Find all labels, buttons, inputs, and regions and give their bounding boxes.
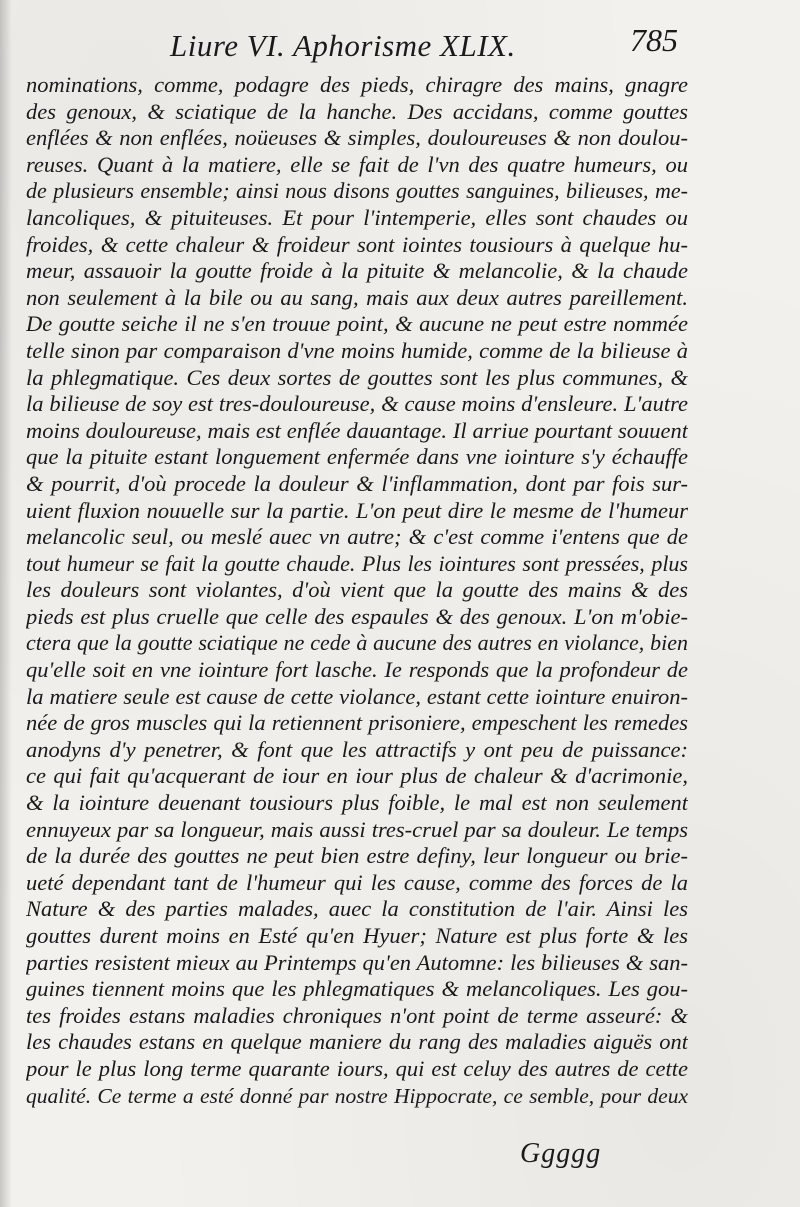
text-line: la phlegmatique. Ces deux sortes de gouttes sont les plus communes, & bbox=[26, 364, 688, 390]
text-line: des genoux, & sciatique de la hanche. Des accidans, comme gouttes bbox=[26, 98, 688, 124]
text-line: pour le plus long terme quarante iours, qui est celuy des autres de cette bbox=[26, 1055, 688, 1081]
text-line: les douleurs sont violantes, d'où vient que la goutte des mains & des bbox=[26, 577, 688, 603]
text-line: les chaudes estans en quelque maniere du rang des maladies aiguës ont bbox=[26, 1029, 688, 1055]
text-line: uient fluxion nouuelle sur la partie. L'on peut dire le mesme de l'humeur bbox=[26, 497, 688, 523]
text-line: meur, assauoir la goutte froide à la pituite & melancolie, & la chaude bbox=[26, 258, 688, 284]
text-line: De goutte seiche il ne s'en trouue point, & aucune ne peut estre nommée bbox=[26, 311, 688, 337]
text-line: guines tiennent moins que les phlegmatiques & melancoliques. Les gou- bbox=[26, 976, 688, 1002]
text-line: la matiere seule est cause de cette violance, estant cette iointure enuiron- bbox=[26, 683, 688, 709]
text-line: froides, & cette chaleur & froideur sont iointes tousiours à quelque hu- bbox=[26, 231, 688, 257]
text-line: Nature & des parties malades, auec la constitution de l'air. Ainsi les bbox=[26, 896, 688, 922]
text-line: de la durée des gouttes ne peut bien estre definy, leur longueur ou brie- bbox=[26, 843, 688, 869]
text-line: ce qui fait qu'acquerant de iour en iour plus de chaleur & d'acrimonie, bbox=[26, 763, 688, 789]
text-line: qualité. Ce terme a esté donné par nostre Hippocrate, ce semble, pour deux bbox=[26, 1083, 688, 1108]
text-line: anodyns d'y penetrer, & font que les attractifs y ont peu de puissance: bbox=[26, 736, 688, 762]
text-line: ueté dependant tant de l'humeur qui les cause, comme des forces de la bbox=[26, 869, 688, 895]
text-line: de plusieurs ensemble; ainsi nous disons gouttes sanguines, bilieuses, me- bbox=[26, 178, 688, 204]
page-header bbox=[170, 20, 690, 70]
text-line: telle sinon par comparaison d'vne moins humide, comme de la bilieuse à bbox=[26, 337, 688, 363]
text-line: tes froides estans maladies chroniques n'ont point de terme asseuré: & bbox=[26, 1002, 688, 1028]
body-text bbox=[26, 72, 688, 1109]
text-line: gouttes durent moins en Esté qu'en Hyuer; Nature est plus forte & les bbox=[26, 923, 688, 948]
text-line: que la pituite estant longuement enfermée dans vne iointure s'y échauffe bbox=[26, 444, 688, 470]
signature-mark: Ggggg bbox=[520, 1138, 602, 1169]
text-line: & la iointure deuenant tousiours plus foible, le mal est non seulement bbox=[26, 790, 688, 816]
text-line: la bilieuse de soy est tres-douloureuse, & cause moins d'ensleure. L'autre bbox=[26, 391, 688, 417]
text-line: moins douloureuse, mais est enflée dauantage. Il arriue pourtant souuent bbox=[26, 417, 688, 443]
binding-shadow bbox=[0, 0, 12, 1207]
text-line: qu'elle soit en vne iointure fort lasche. Ie responds que la profondeur de bbox=[26, 657, 688, 683]
text-line: ennuyeux par sa longueur, mais aussi tres-cruel par sa douleur. Le temps bbox=[26, 816, 688, 842]
running-title: Liure VI. Aphorisme XLIX. bbox=[170, 28, 516, 63]
text-line: & pourrit, d'où procede la douleur & l'inflammation, dont par fois sur- bbox=[26, 470, 688, 496]
text-line: ctera que la goutte sciatique ne cede à aucune des autres en violance, bien bbox=[26, 630, 688, 656]
text-line: melancolic seul, ou meslé auec vn autre; & c'est comme i'entens que de bbox=[26, 524, 688, 550]
text-line: nominations, comme, podagre des pieds, chiragre des mains, gnagre bbox=[26, 72, 688, 97]
text-line: non seulement à la bile ou au sang, mais aux deux autres pareillement. bbox=[26, 284, 688, 310]
text-line: parties resistent mieux au Printemps qu'en Automne: les bilieuses & san- bbox=[26, 949, 688, 975]
page-number: 785 bbox=[630, 22, 678, 58]
text-line: reuses. Quant à la matiere, elle se fait de l'vn des quatre humeurs, ou bbox=[26, 151, 688, 177]
text-line: tout humeur se fait la goutte chaude. Plus les iointures sont pressées, plus bbox=[26, 550, 688, 576]
text-line: lancoliques, & pituiteuses. Et pour l'intemperie, elles sont chaudes ou bbox=[26, 204, 688, 230]
text-line: née de gros muscles qui la retiennent prisoniere, empeschent les remedes bbox=[26, 710, 688, 736]
text-line: pieds est plus cruelle que celle des espaules & des genoux. L'on m'obie- bbox=[26, 603, 688, 629]
text-line: enflées & non enflées, noüeuses & simples, douloureuses & non doulou- bbox=[26, 125, 688, 151]
